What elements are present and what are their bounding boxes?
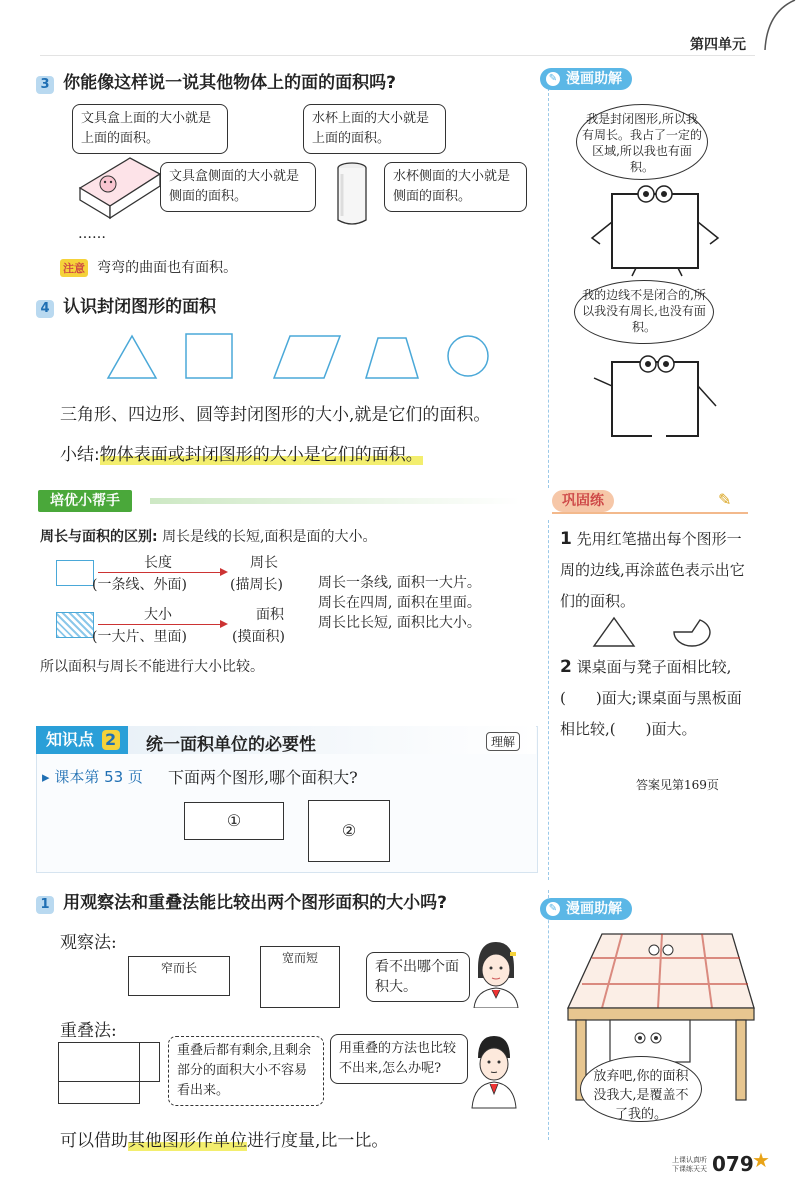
comic1-closed-speech: 我是封闭图形,所以我有周长。我占了一定的区域,所以我也有面积。: [576, 104, 708, 180]
helper-diff-row: [40, 526, 377, 546]
square-shape: [186, 334, 232, 378]
boy-avatar: [464, 1030, 524, 1110]
practice-2-num: 2: [560, 657, 572, 677]
practice-1-num: 1: [560, 529, 572, 549]
boy-speech: 用重叠的方法也比较不出来,怎么办呢?: [330, 1034, 468, 1084]
q4-summary: [60, 440, 423, 465]
q3-heading: [36, 68, 396, 94]
helper-conclusion: 所以面积与周长不能进行大小比较。: [40, 659, 264, 675]
note-tag: 注意: [60, 259, 88, 277]
sidebar-divider-2: [548, 520, 549, 880]
header-curve: [755, 0, 800, 60]
area-word-sub: (摸面积): [232, 629, 285, 645]
sidebar-divider-3: [548, 890, 549, 1140]
kp2-question: 下面两个图形,哪个面积大?: [168, 768, 358, 787]
bottom-prefix: 可以借助: [60, 1131, 128, 1151]
girl-avatar: [466, 938, 526, 1008]
q3-number: 3: [36, 76, 54, 94]
comic1-tag-icon: ✎: [546, 72, 560, 86]
practice-sector: [674, 620, 710, 646]
practice-tag: 巩固练: [552, 490, 614, 512]
cup-illustration: [334, 160, 374, 230]
sidebar-divider-1: [548, 88, 549, 488]
practice-2: [560, 652, 756, 745]
overlap-note: 重叠后都有剩余,且剩余部分的面积大小不容易看出来。: [168, 1036, 324, 1106]
compare-line-1: 周长一条线, 面积一大片。: [318, 575, 481, 591]
pencil-case-illustration: [74, 148, 164, 223]
narrow-label: 窄而长: [160, 961, 197, 975]
q4-number: 4: [36, 300, 54, 318]
kp2-ref-text: 课本第 53 页: [54, 768, 143, 786]
practice-shapes: [590, 614, 720, 650]
q1-bottom-sentence: [60, 1126, 388, 1151]
comic1-open-speech: 我的边线不是闭合的,所以我没有周长,也没有面积。: [574, 280, 714, 344]
circle-shape: [448, 336, 488, 376]
kp2-shape-2: ②: [308, 800, 390, 862]
note-row: [60, 257, 237, 277]
trapezoid-shape: [366, 338, 418, 378]
practice-triangle: [594, 618, 634, 646]
header-divider: [40, 55, 755, 56]
pencil-icon: ✎: [718, 490, 732, 509]
footer-slogan-1: 上课认真听: [672, 1156, 707, 1164]
q4-title: 认识封闭图形的面积: [63, 297, 217, 317]
perimeter-arrow-bottom: (一条线、外面): [92, 577, 187, 593]
comic1-tag-text: 漫画助解: [566, 71, 622, 87]
girl-speech: 看不出哪个面积大。: [366, 952, 470, 1002]
bubble-cup-top: 水杯上面的大小就是上面的面积。: [303, 104, 446, 154]
kp2-ref: [42, 766, 143, 787]
narrow-rect: [128, 956, 230, 996]
footer-slogan-2: 下课练天天: [672, 1165, 707, 1173]
kp2-tag: [36, 726, 128, 754]
bottom-suffix: 进行度量,比一比。: [247, 1131, 389, 1151]
comic2-tag: [540, 898, 632, 920]
q4-heading: [36, 292, 216, 318]
area-arrow-top: 大小: [144, 607, 172, 623]
helper-tag-fade: [150, 498, 520, 504]
summary-text: 物体表面或封闭图形的大小是它们的面积。: [99, 445, 423, 465]
q3-title: 你能像这样说一说其他物体上的面的面积吗?: [63, 73, 396, 93]
overlap-small-rect: [58, 1042, 160, 1082]
closed-shapes-row: [100, 328, 500, 388]
footer-slogan: [672, 1156, 707, 1174]
practice-1: [560, 524, 756, 617]
answer-ref: 答案见第169页: [636, 778, 719, 792]
q1-title: 用观察法和重叠法能比较出两个图形面积的大小吗?: [63, 893, 447, 913]
compare-line-2: 周长在四周, 面积在里面。: [318, 595, 481, 611]
area-box: [56, 612, 94, 638]
comic2-tag-text: 漫画助解: [566, 901, 622, 917]
note-text: 弯弯的曲面也有面积。: [97, 260, 238, 276]
closed-shape-character: [586, 182, 726, 278]
bubble-cup-side: 水杯侧面的大小就是侧面的面积。: [384, 162, 527, 212]
perimeter-box: [56, 560, 94, 586]
kp2-number: 2: [102, 730, 120, 750]
unit-label: 第四单元: [690, 37, 746, 53]
bubble-box-top: 文具盒上面的大小就是上面的面积。: [72, 104, 228, 154]
open-shape-character: [586, 350, 726, 440]
page-number: 079: [712, 1152, 754, 1176]
ellipsis: ……: [78, 226, 106, 242]
kp2-ref-arrow: ▸: [42, 768, 55, 786]
compare-line-3: 周长比长短, 面积比大小。: [318, 615, 481, 631]
practice-underline: [552, 512, 748, 514]
area-word: 面积: [256, 607, 284, 623]
perimeter-word-sub: (描周长): [230, 577, 283, 593]
wide-rect: [260, 946, 340, 1008]
q1-heading: [36, 888, 447, 914]
helper-diff-label: 周长与面积的区别:: [40, 529, 158, 545]
observe-label: 观察法:: [60, 933, 117, 953]
area-arrow: [98, 624, 222, 625]
parallelogram-shape: [274, 336, 340, 378]
comic2-tag-icon: ✎: [546, 902, 560, 916]
helper-tag: 培优小帮手: [38, 490, 132, 512]
overlap-label: 重叠法:: [60, 1021, 117, 1041]
summary-label: 小结:: [60, 445, 100, 465]
kp2-title: 统一面积单位的必要性: [146, 735, 316, 755]
perimeter-arrow: [98, 572, 222, 573]
area-arrow-head: [220, 620, 228, 628]
perimeter-arrow-head: [220, 568, 228, 576]
bottom-highlight: 其他图形作单位: [128, 1131, 247, 1151]
bubble-box-side: 文具盒侧面的大小就是侧面的面积。: [160, 162, 316, 212]
kp2-tag-text: 知识点: [46, 730, 95, 749]
kp2-level-badge: 理解: [486, 732, 520, 751]
practice-1-text: 先用红笔描出每个图形一周的边线,再涂蓝色表示出它们的面积。: [560, 530, 745, 610]
triangle-shape: [108, 336, 156, 378]
q1-number: 1: [36, 896, 54, 914]
wide-label: 宽而短: [281, 951, 318, 965]
perimeter-arrow-top: 长度: [144, 555, 172, 571]
q4-sentence: 三角形、四边形、圆等封闭图形的大小,就是它们的面积。: [60, 405, 491, 425]
comic1-tag: [540, 68, 632, 90]
comic2-speech: 放弃吧,你的面积没我大,是覆盖不了我的。: [580, 1056, 702, 1122]
perimeter-word: 周长: [250, 555, 278, 571]
practice-2-text: 课桌面与凳子面相比较,( )面大;课桌面与黑板面相比较,( )面大。: [560, 658, 742, 738]
helper-diff-text: 周长是线的长短,面积是面的大小。: [162, 529, 377, 545]
star-mascot-icon: ★: [752, 1148, 770, 1172]
area-arrow-bottom: (一大片、里面): [92, 629, 187, 645]
kp2-shape-1: ①: [184, 802, 284, 840]
